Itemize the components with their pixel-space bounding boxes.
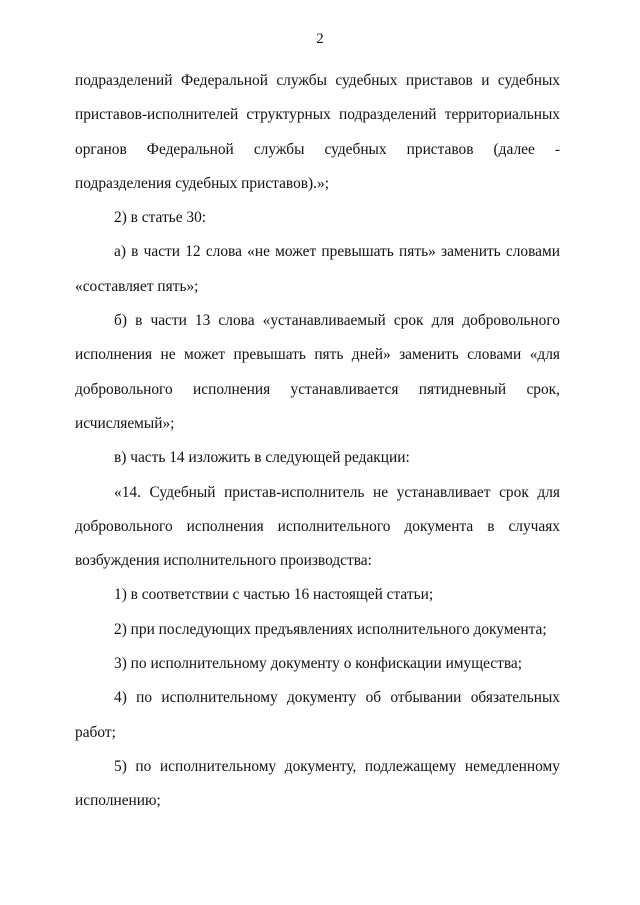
page-number: 2	[316, 31, 324, 47]
paragraph-continuation: подразделений Федеральной службы судебных приставов и судебных приставов-исполнителей структурных подразделений территориальных органов Федеральной службы судебных приставов (далее - подразделения судебных приставов).»;	[75, 72, 560, 192]
list-item-1: 1) в соответствии с частью 16 настоящей статьи;	[114, 586, 434, 604]
list-item-4: 4) по исполнительному документу об отбывании обязательных работ;	[75, 689, 560, 741]
paragraph-item-2: 2) в статье 30:	[114, 209, 207, 227]
paragraph-subitem-a: а) в части 12 слова «не может превышать пять» заменить словами «составляет пять»;	[75, 243, 560, 295]
list-item-5: 5) по исполнительному документу, подлежащему немедленному исполнению;	[75, 757, 560, 810]
list-item-2: 2) при последующих предъявлениях исполнительного документа;	[114, 620, 547, 638]
paragraph-part-14: «14. Судебный пристав-исполнитель не устанавливает срок для добровольного исполнения исполнительного документа в случаях возбуждения исполнительного производства:	[75, 483, 560, 570]
paragraph-subitem-b: б) в части 13 слова «устанавливаемый срок для добровольного исполнения не может превышать пять дней» заменить словами «для добровольного исполнения устанавливается пятидневный срок, исчисляемый»;	[75, 312, 560, 432]
paragraph-subitem-v: в) часть 14 изложить в следующей редакции:	[114, 449, 410, 467]
document-body	[75, 64, 560, 819]
list-item-3: 3) по исполнительному документу о конфискации имущества;	[114, 655, 523, 673]
